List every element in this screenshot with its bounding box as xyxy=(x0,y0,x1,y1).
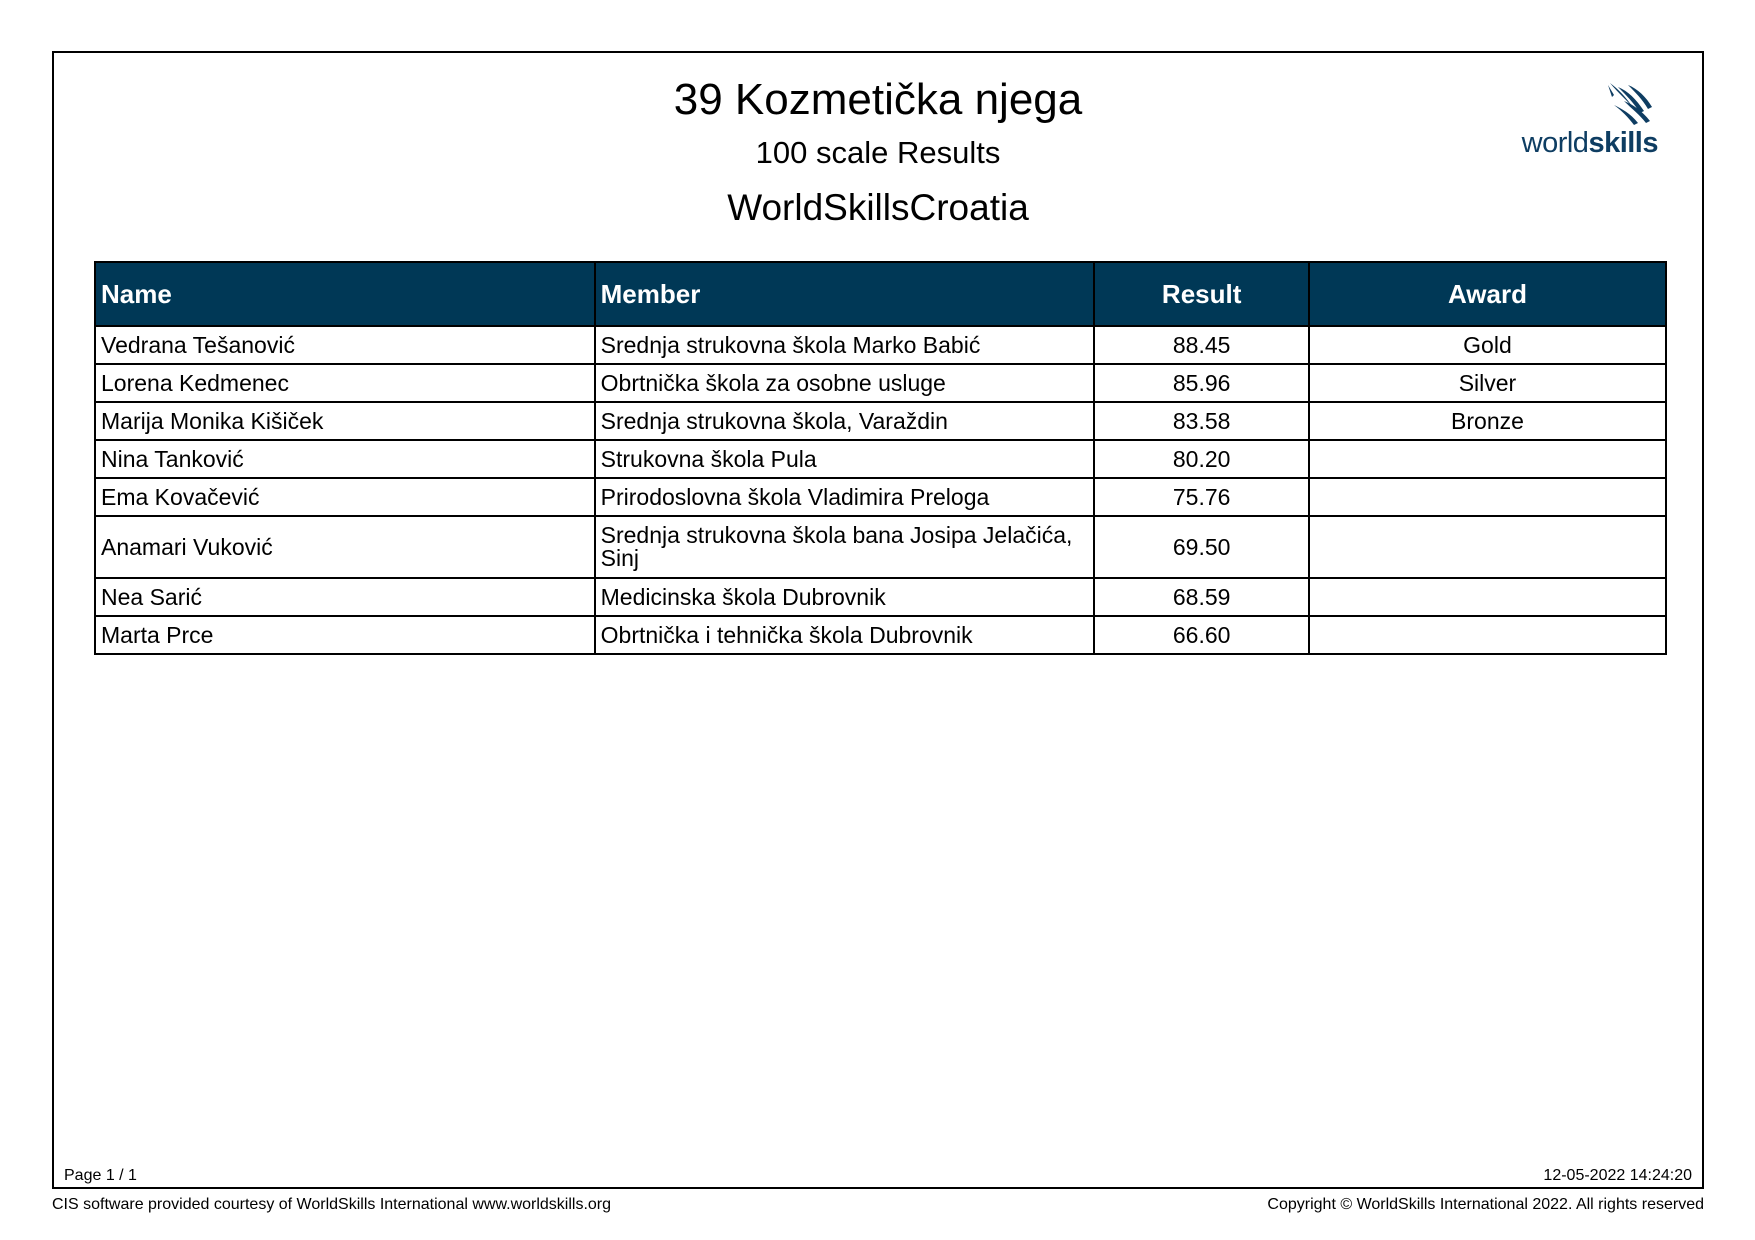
table-row xyxy=(95,326,1666,364)
report-frame xyxy=(52,51,1704,1189)
cell-member: Obrtnička škola za osobne usluge xyxy=(595,364,1095,402)
cell-member: Strukovna škola Pula xyxy=(595,440,1095,478)
cell-award: Bronze xyxy=(1309,402,1666,440)
cell-award xyxy=(1309,516,1666,578)
results-table xyxy=(94,261,1667,655)
cell-award: Gold xyxy=(1309,326,1666,364)
cell-award xyxy=(1309,478,1666,516)
cell-member: Srednja strukovna škola bana Josipa Jelačića, Sinj xyxy=(595,516,1095,578)
column-header-result: Result xyxy=(1094,262,1309,326)
cell-result: 69.50 xyxy=(1094,516,1309,578)
cell-name: Vedrana Tešanović xyxy=(95,326,595,364)
cell-name: Nea Sarić xyxy=(95,578,595,616)
software-credit: CIS software provided courtesy of WorldSkills International www.worldskills.org xyxy=(52,1196,612,1213)
cell-name: Ema Kovačević xyxy=(95,478,595,516)
logo-text-bold: skills xyxy=(1588,127,1658,159)
table-row xyxy=(95,478,1666,516)
cell-award xyxy=(1309,616,1666,654)
table-row xyxy=(95,616,1666,654)
cell-name: Anamari Vuković xyxy=(95,516,595,578)
column-header-award: Award xyxy=(1309,262,1666,326)
copyright-notice: Copyright © WorldSkills International 2022. All rights reserved xyxy=(1267,1196,1704,1213)
table-row xyxy=(95,364,1666,402)
cell-result: 85.96 xyxy=(1094,364,1309,402)
page-number: Page 1 / 1 xyxy=(64,1167,137,1184)
timestamp: 12-05-2022 14:24:20 xyxy=(1543,1167,1692,1184)
table-row xyxy=(95,516,1666,578)
cell-result: 88.45 xyxy=(1094,326,1309,364)
column-header-name: Name xyxy=(95,262,595,326)
cell-award xyxy=(1309,578,1666,616)
table-row xyxy=(95,440,1666,478)
cell-member: Srednja strukovna škola Marko Babić xyxy=(595,326,1095,364)
worldskills-logo-icon xyxy=(1604,79,1656,127)
page-subtitle: 100 scale Results xyxy=(755,135,1001,170)
table-row xyxy=(95,402,1666,440)
cell-award: Silver xyxy=(1309,364,1666,402)
cell-result: 68.59 xyxy=(1094,578,1309,616)
logo-text-light: world xyxy=(1521,127,1589,159)
table-header-row xyxy=(95,262,1666,326)
cell-result: 80.20 xyxy=(1094,440,1309,478)
cell-result: 75.76 xyxy=(1094,478,1309,516)
worldskills-wordmark xyxy=(1522,127,1658,160)
cell-name: Marija Monika Kišiček xyxy=(95,402,595,440)
cell-member: Medicinska škola Dubrovnik xyxy=(595,578,1095,616)
cell-name: Lorena Kedmenec xyxy=(95,364,595,402)
worldskills-logo xyxy=(1521,79,1658,159)
column-header-member: Member xyxy=(595,262,1095,326)
cell-member: Obrtnička i tehnička škola Dubrovnik xyxy=(595,616,1095,654)
cell-name: Marta Prce xyxy=(95,616,595,654)
cell-award xyxy=(1309,440,1666,478)
cell-member: Srednja strukovna škola, Varaždin xyxy=(595,402,1095,440)
organization-name: WorldSkillsCroatia xyxy=(727,187,1029,228)
cell-member: Prirodoslovna škola Vladimira Preloga xyxy=(595,478,1095,516)
cell-result: 83.58 xyxy=(1094,402,1309,440)
page-title: 39 Kozmetička njega xyxy=(673,75,1083,124)
cell-result: 66.60 xyxy=(1094,616,1309,654)
cell-name: Nina Tanković xyxy=(95,440,595,478)
table-row xyxy=(95,578,1666,616)
